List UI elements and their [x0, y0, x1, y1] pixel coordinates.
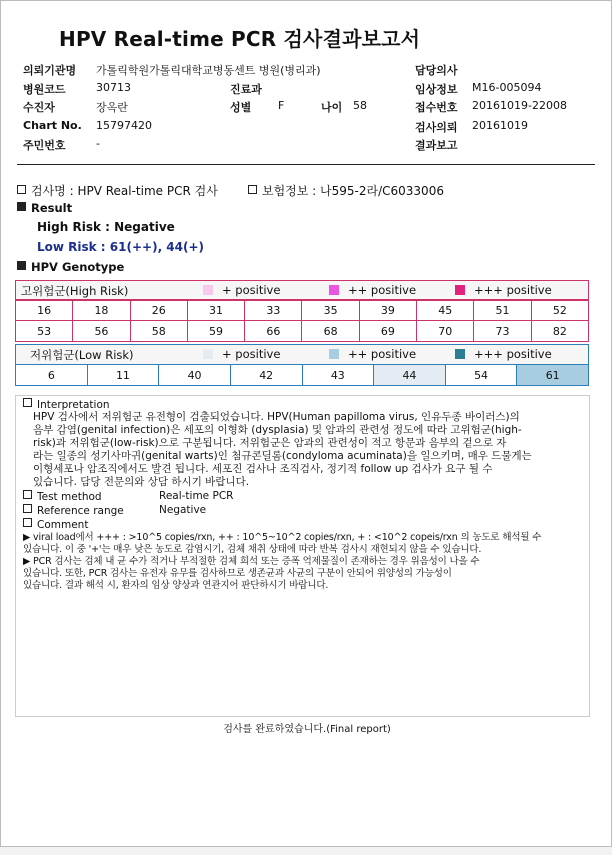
low-legend-swatch-1: [203, 349, 213, 359]
genotype-cell: 61: [517, 365, 589, 386]
genotype-cell: 70: [417, 321, 474, 342]
id-label: 주민번호: [23, 139, 66, 152]
genotype-cell: 68: [302, 321, 359, 342]
high-legend-label-3: +++ positive: [474, 283, 552, 297]
high-risk-row-1: [16, 300, 589, 321]
sex-value: F: [278, 99, 285, 112]
genotype-cell: 52: [531, 300, 588, 321]
genotype-cell: 33: [245, 300, 302, 321]
high-legend-label-2: ++ positive: [348, 283, 417, 297]
result-heading: [17, 201, 72, 215]
interpretation-line: 이형세포나 암조직에서도 발견 됩니다. 세포진 검사나 조직검사, 정기적 follow up 검사가 요구 될 수: [33, 463, 493, 475]
hospital-code-value: 30713: [96, 81, 131, 94]
result-low-risk: Low Risk : 61(++), 44(+): [37, 240, 205, 254]
id-value: -: [96, 137, 100, 150]
header-divider: [17, 164, 595, 165]
final-report-note: 검사를 완료하였습니다.(Final report): [223, 724, 391, 735]
comment-line: ▶ PCR 검사는 검체 내 균 수가 적거나 부적절한 검체 희석 또는 증폭 억제물질이 존재하는 경우 위음성이 나올 수: [23, 556, 480, 567]
high-risk-label: 고위험군(High Risk): [21, 284, 129, 298]
genotype-cell: 73: [474, 321, 531, 342]
insurance-bullet: [248, 185, 257, 194]
reference-range-label: [23, 504, 124, 518]
sex-label: 성별: [230, 101, 252, 114]
receipt-label: 접수번호: [415, 101, 458, 114]
low-legend-label-2: ++ positive: [348, 347, 417, 361]
genotype-cell: 51: [474, 300, 531, 321]
age-value: 58: [353, 99, 367, 112]
genotype-heading: [17, 260, 124, 274]
interpretation-bullet: [23, 398, 32, 407]
chart-label: Chart No.: [23, 119, 82, 132]
genotype-cell: 35: [302, 300, 359, 321]
genotype-cell: 56: [73, 321, 130, 342]
receipt-value: 20161019-22008: [472, 99, 567, 112]
test-name-text: 검사명 : HPV Real-time PCR 검사: [31, 184, 218, 198]
interpretation-heading: [23, 398, 110, 412]
patient-value: 장옥란: [96, 101, 128, 114]
test-method-bullet: [23, 490, 32, 499]
genotype-cell: 26: [130, 300, 187, 321]
test-name: [17, 182, 218, 199]
low-risk-table: [15, 364, 589, 386]
interpretation-heading-text: Interpretation: [37, 399, 110, 411]
genotype-cell: 43: [302, 365, 374, 386]
test-method-value: Real-time PCR: [159, 490, 234, 502]
comment-line: 있습니다. 결과 해석 시, 환자의 임상 양상과 연관지어 판단하시기 바랍니다.: [23, 580, 329, 591]
genotype-cell: 45: [417, 300, 474, 321]
low-risk-row: [16, 365, 589, 386]
comment-heading-text: Comment: [37, 519, 89, 531]
genotype-cell: 39: [359, 300, 416, 321]
comment-heading: [23, 518, 88, 532]
comment-line: 있습니다. 이 중 '+'는 매우 낮은 농도로 감염시기, 검체 채취 상태에 따라 반복 검사시 재현되지 않을 수 있습니다.: [23, 544, 482, 555]
low-risk-label: 저위험군(Low Risk): [30, 348, 134, 362]
interpretation-line: HPV 검사에서 저위험군 유전형이 검출되었습니다. HPV(Human papilloma virus, 인유두종 바이러스)의: [33, 411, 520, 423]
high-legend-swatch-1: [203, 285, 213, 295]
patient-label: 수진자: [23, 101, 55, 114]
dept-label: 진료과: [230, 83, 262, 96]
test-method-label: [23, 490, 102, 504]
genotype-cell: 11: [87, 365, 159, 386]
genotype-cell: 6: [16, 365, 88, 386]
test-method-label-text: Test method: [37, 491, 102, 503]
result-high-risk: High Risk : Negative: [37, 220, 175, 234]
low-legend-swatch-2: [329, 349, 339, 359]
reference-range-value: Negative: [159, 504, 207, 516]
hospital-code-label: 병원코드: [23, 83, 66, 96]
genotype-cell: 16: [16, 300, 73, 321]
insurance-text: 보험정보 : 나595-2라/C6033006: [262, 184, 444, 198]
genotype-cell: 53: [16, 321, 73, 342]
high-legend-swatch-3: [455, 285, 465, 295]
low-risk-legend: [15, 344, 589, 365]
comment-line: ▶ viral load에서 +++ : >10^5 copies/rxn, ++ : 10^5~10^2 copies/rxn, + : <10^2 copeis/rxn 의 농도로 해석될 수: [23, 532, 542, 543]
high-risk-legend: [15, 280, 589, 301]
reference-range-label-text: Reference range: [37, 505, 124, 517]
genotype-cell: 69: [359, 321, 416, 342]
result-heading-text: Result: [31, 201, 73, 215]
low-legend-label-3: +++ positive: [474, 347, 552, 361]
insurance-info: [248, 182, 444, 199]
comment-line: 있습니다. 또한, PCR 검사는 유전자 유무를 검사하므로 생존균과 사균의 구분이 안되어 위양성의 가능성이: [23, 568, 452, 579]
report-label: 결과보고: [415, 139, 458, 152]
clinical-label: 임상정보: [415, 83, 458, 96]
genotype-cell: 66: [245, 321, 302, 342]
request-value: 20161019: [472, 119, 528, 132]
institution-label: 의뢰기관명: [23, 64, 77, 77]
genotype-cell: 40: [159, 365, 231, 386]
interpretation-line: risk)과 저위험군(low-risk)으로 구분됩니다. 저위험군은 암과의 관련성이 적고 항문과 음부의 겉으로 자: [33, 437, 507, 449]
chart-value: 15797420: [96, 119, 152, 132]
interpretation-line: 라는 일종의 성기사마귀(genital warts)인 첨규콘딜롬(condyloma acuminata)을 일으키며, 매우 드물게는: [33, 450, 532, 462]
interpretation-box: [15, 395, 590, 717]
high-risk-row-2: [16, 321, 589, 342]
reference-range-bullet: [23, 504, 32, 513]
genotype-cell: 31: [187, 300, 244, 321]
report-title: HPV Real-time PCR 검사결과보고서: [59, 27, 421, 51]
institution-value: 가톨릭학원가톨릭대학교병동센트 병원(병리과): [96, 64, 321, 77]
genotype-cell: 82: [531, 321, 588, 342]
low-legend-label-1: + positive: [222, 347, 281, 361]
request-label: 검사의뢰: [415, 121, 458, 134]
high-legend-label-1: + positive: [222, 283, 281, 297]
genotype-cell: 44: [374, 365, 446, 386]
result-bullet: [17, 202, 26, 211]
low-legend-swatch-3: [455, 349, 465, 359]
genotype-cell: 18: [73, 300, 130, 321]
doctor-label: 담당의사: [415, 64, 458, 77]
interpretation-line: 있습니다. 담당 전문의와 상담 하시기 바랍니다.: [33, 476, 250, 488]
genotype-cell: 54: [445, 365, 517, 386]
high-risk-table: [15, 299, 589, 342]
clinical-value: M16-005094: [472, 81, 542, 94]
genotype-heading-text: HPV Genotype: [31, 260, 125, 274]
interpretation-line: 음부 감염(genital infection)은 세포의 이형화 (dysplasia) 및 암과의 관련성 정도에 따라 고위험군(high-: [33, 424, 522, 436]
high-legend-swatch-2: [329, 285, 339, 295]
genotype-cell: 59: [187, 321, 244, 342]
comment-bullet: [23, 518, 32, 527]
genotype-cell: 58: [130, 321, 187, 342]
genotype-cell: 42: [230, 365, 302, 386]
age-label: 나이: [321, 101, 343, 114]
test-name-bullet: [17, 185, 26, 194]
genotype-bullet: [17, 261, 26, 270]
